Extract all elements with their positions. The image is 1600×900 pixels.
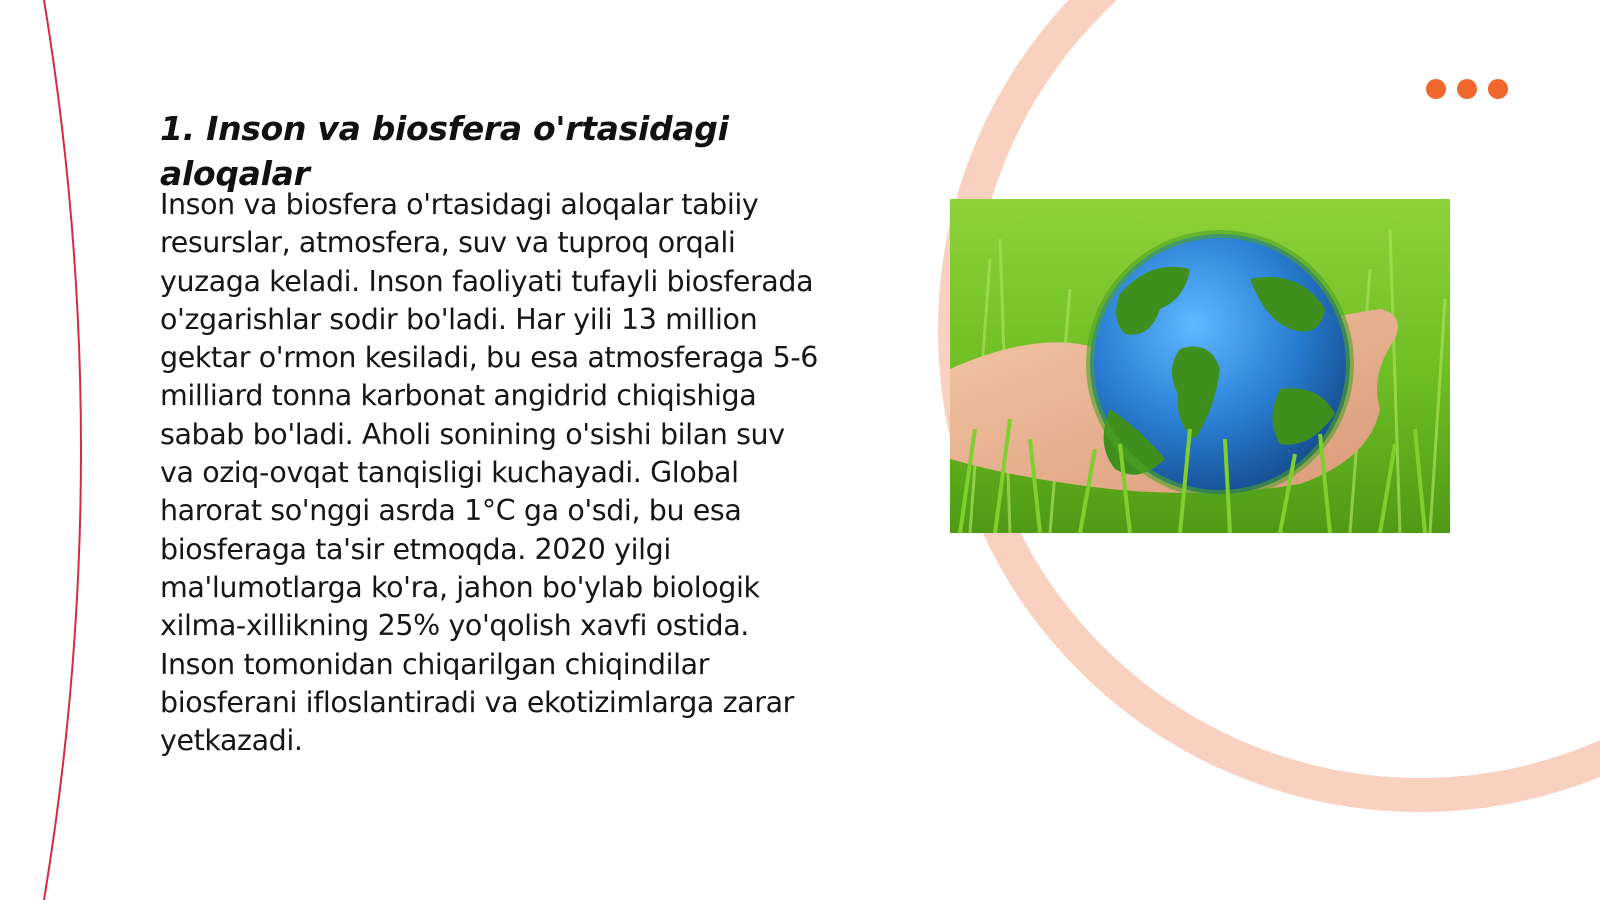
earth-in-hand-photo (950, 199, 1450, 533)
dot-icon (1488, 79, 1508, 99)
slide-title: 1. Inson va biosfera o'rtasidagi aloqalar (160, 109, 729, 193)
slide-body-text: Inson va biosfera o'rtasidagi aloqalar tabiiy resurslar, atmosfera, suv va tuproq orqali yuzaga keladi. Inson faoliyati tufayli biosferada o'zgarishlar sodir bo'ladi. Har yili 13 million gektar o'rmon kesiladi, bu esa atmosferaga 5-6 milliard tonna karbonat angidrid chiqishiga sabab bo'ladi. Aholi sonining o'sishi bilan suv va oziq-ovqat tanqisligi kuchayadi. Global harorat so'nggi asrda 1°C ga o'sdi, bu esa biosferaga ta'sir etmoqda. 2020 yilgi ma'lumotlarga ko'ra, jahon bo'ylab biologik xilma-xillikning 25% yo'qolish xavfi ostida. Inson tomonidan chiqarilgan chiqindilar biosferani ifloslantiradi va ekotizimlarga zarar yetkazadi. (160, 188, 818, 758)
dot-icon (1457, 79, 1477, 99)
decorative-dots (1426, 79, 1508, 99)
dot-icon (1426, 79, 1446, 99)
earth-in-hand-illustration (950, 199, 1450, 533)
decorative-left-line (44, 0, 81, 900)
